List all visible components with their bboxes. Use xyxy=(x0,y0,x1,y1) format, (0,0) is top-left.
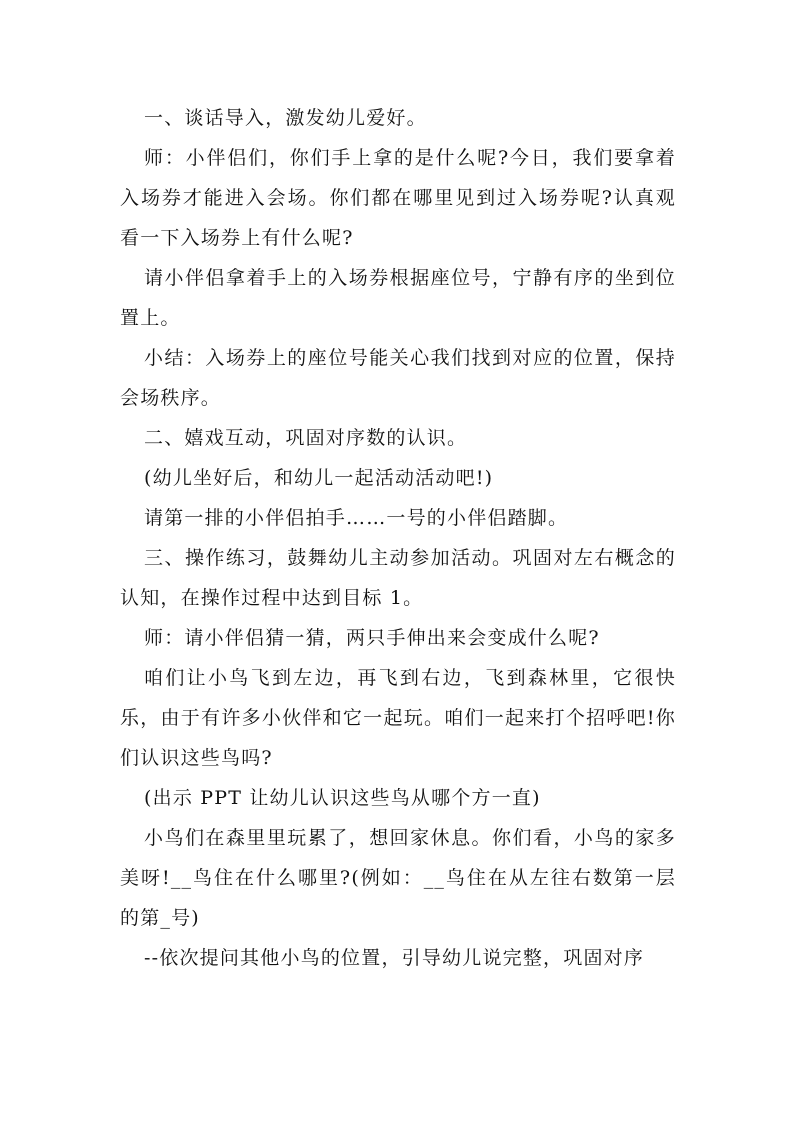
paragraph-follow-up: --依次提问其他小鸟的位置，引导幼儿说完整，巩固对序 xyxy=(144,947,645,969)
section-heading-2: 二、嬉戏互动，巩固对序数的认识。 xyxy=(144,427,468,449)
paragraph-teacher-guess: 师：请小伴侣猜一猜，两只手伸出来会变成什么呢? xyxy=(144,627,600,649)
paragraph-clap-instruction: 请第一排的小伴侣拍手……一号的小伴侣踏脚。 xyxy=(144,507,569,529)
paragraph-bird-home: 小鸟们在森里里玩累了，想回家休息。你们看，小鸟的家多美呀!__鸟住在什么哪里?(例如：__鸟住在从左往右数第一层的第_号) xyxy=(120,827,676,929)
section-heading-1: 一、谈话导入，激发幼儿爱好。 xyxy=(144,107,427,129)
document-body xyxy=(120,98,676,978)
paragraph-teacher-question: 师：小伴侣们，你们手上拿的是什么呢?今日，我们要拿着入场券才能进入会场。你们都在哪里见到过入场券呢?认真观看一下入场券上有什么呢? xyxy=(120,147,676,249)
paragraph-activity-note: (幼儿坐好后，和幼儿一起活动活动吧!) xyxy=(144,467,494,489)
paragraph-bird-story: 咱们让小鸟飞到左边，再飞到右边，飞到森林里，它很快乐，由于有许多小伙伴和它一起玩。咱们一起来打个招呼吧!你们认识这些鸟吗? xyxy=(120,667,676,769)
paragraph-seating-instruction: 请小伴侣拿着手上的入场券根据座位号，宁静有序的坐到位置上。 xyxy=(120,267,676,329)
paragraph-ppt-note: (出示 PPT 让幼儿认识这些鸟从哪个方一直) xyxy=(144,787,541,809)
paragraph-summary: 小结：入场券上的座位号能关心我们找到对应的位置，保持会场秩序。 xyxy=(120,347,676,409)
section-heading-3: 三、操作练习，鼓舞幼儿主动参加活动。巩固对左右概念的认知，在操作过程中达到目标 1。 xyxy=(120,547,676,609)
